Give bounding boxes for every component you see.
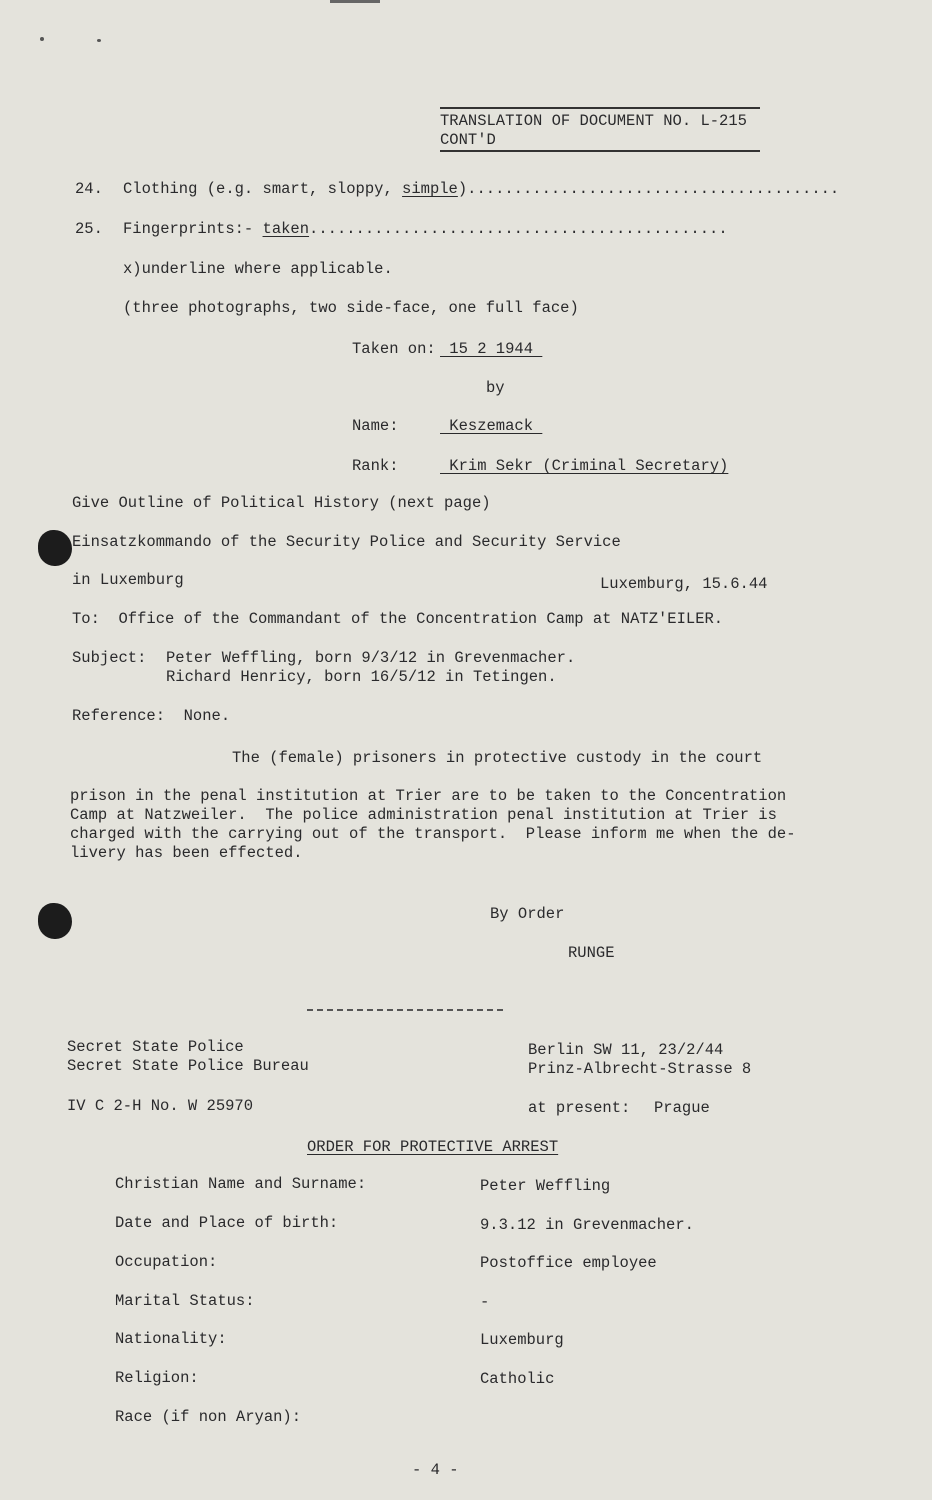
field-label: Date and Place of birth: xyxy=(115,1214,339,1232)
punch-hole xyxy=(38,530,72,566)
taken-on-label: Taken on: xyxy=(352,340,436,358)
subject-label: Subject: xyxy=(72,649,147,667)
item-24-underlined: simple xyxy=(402,180,458,198)
field-label: Occupation: xyxy=(115,1253,218,1271)
speck xyxy=(97,39,101,42)
body-line-3: Camp at Natzweiler. The police administration penal institution at Trier is xyxy=(70,806,777,824)
field-value: Peter Weffling xyxy=(480,1177,611,1195)
rank-label: Rank: xyxy=(352,457,399,475)
order-title: ORDER FOR PROTECTIVE ARREST xyxy=(307,1138,559,1156)
taken-on-value: 15 2 1944 xyxy=(440,340,543,358)
field-label: Race (if non Aryan): xyxy=(115,1408,302,1426)
item-25-underlined: taken xyxy=(262,220,310,238)
speck xyxy=(40,37,44,41)
location-line-1: Berlin SW 11, 23/2/44 xyxy=(528,1041,724,1059)
field-value: Catholic xyxy=(480,1370,555,1388)
separator-rule xyxy=(307,1009,503,1011)
addressee: To: Office of the Commandant of the Concentration Camp at NATZ'EILER. xyxy=(72,610,724,628)
name-value: Keszemack xyxy=(440,417,543,435)
item-24-number: 24. xyxy=(75,180,103,198)
present-label: at present: xyxy=(528,1099,631,1117)
field-label: Religion: xyxy=(115,1369,199,1387)
photographs-note: (three photographs, two side-face, one full face) xyxy=(123,299,579,317)
political-history: Give Outline of Political History (next page) xyxy=(72,494,491,512)
page-number: - 4 - xyxy=(412,1461,459,1479)
field-value: Luxemburg xyxy=(480,1331,564,1349)
header-bottom-rule xyxy=(440,150,760,152)
item-24-text: Clothing (e.g. smart, sloppy, simple)........................................ xyxy=(123,180,840,198)
location-line-2: Prinz-Albrecht-Strasse 8 xyxy=(528,1060,752,1078)
field-label: Christian Name and Surname: xyxy=(115,1175,367,1193)
name-label: Name: xyxy=(352,417,399,435)
place-date: Luxemburg, 15.6.44 xyxy=(600,575,768,593)
field-label: Marital Status: xyxy=(115,1292,255,1310)
rank-value: Krim Sekr (Criminal Secretary) xyxy=(440,457,729,475)
field-value: Postoffice employee xyxy=(480,1254,657,1272)
field-value: 9.3.12 in Grevenmacher. xyxy=(480,1216,694,1234)
top-edge-mark xyxy=(330,0,380,3)
reference: Reference: None. xyxy=(72,707,231,725)
subject-line-1: Peter Weffling, born 9/3/12 in Grevenmacher. xyxy=(166,649,576,667)
sender-line-1: Einsatzkommando of the Security Police and Security Service xyxy=(72,533,621,551)
header-top-rule xyxy=(440,107,760,109)
by-order: By Order xyxy=(490,905,565,923)
field-label: Nationality: xyxy=(115,1330,227,1348)
by-label: by xyxy=(486,379,505,397)
header-title: TRANSLATION OF DOCUMENT NO. L-215 xyxy=(440,112,747,130)
field-value: - xyxy=(480,1293,490,1311)
signature: RUNGE xyxy=(568,944,615,962)
subject-line-2: Richard Henricy, born 16/5/12 in Tetingen. xyxy=(166,668,557,686)
item-25-number: 25. xyxy=(75,220,103,238)
body-line-1: The (female) prisoners in protective custody in the court xyxy=(232,749,763,767)
body-line-5: livery has been effected. xyxy=(70,844,303,862)
punch-hole xyxy=(38,903,72,939)
item-25-text: Fingerprints:- taken............................................. xyxy=(123,220,728,238)
underline-note: x)underline where applicable. xyxy=(123,260,393,278)
file-number: IV C 2-H No. W 25970 xyxy=(67,1097,254,1115)
body-line-2: prison in the penal institution at Trier are to be taken to the Concentration xyxy=(70,787,787,805)
org-line-1: Secret State Police xyxy=(67,1038,244,1056)
header-contd: CONT'D xyxy=(440,131,496,149)
org-line-2: Secret State Police Bureau xyxy=(67,1057,309,1075)
present-value: Prague xyxy=(654,1099,710,1117)
body-line-4: charged with the carrying out of the transport. Please inform me when the de- xyxy=(70,825,796,843)
sender-line-2: in Luxemburg xyxy=(72,571,184,589)
